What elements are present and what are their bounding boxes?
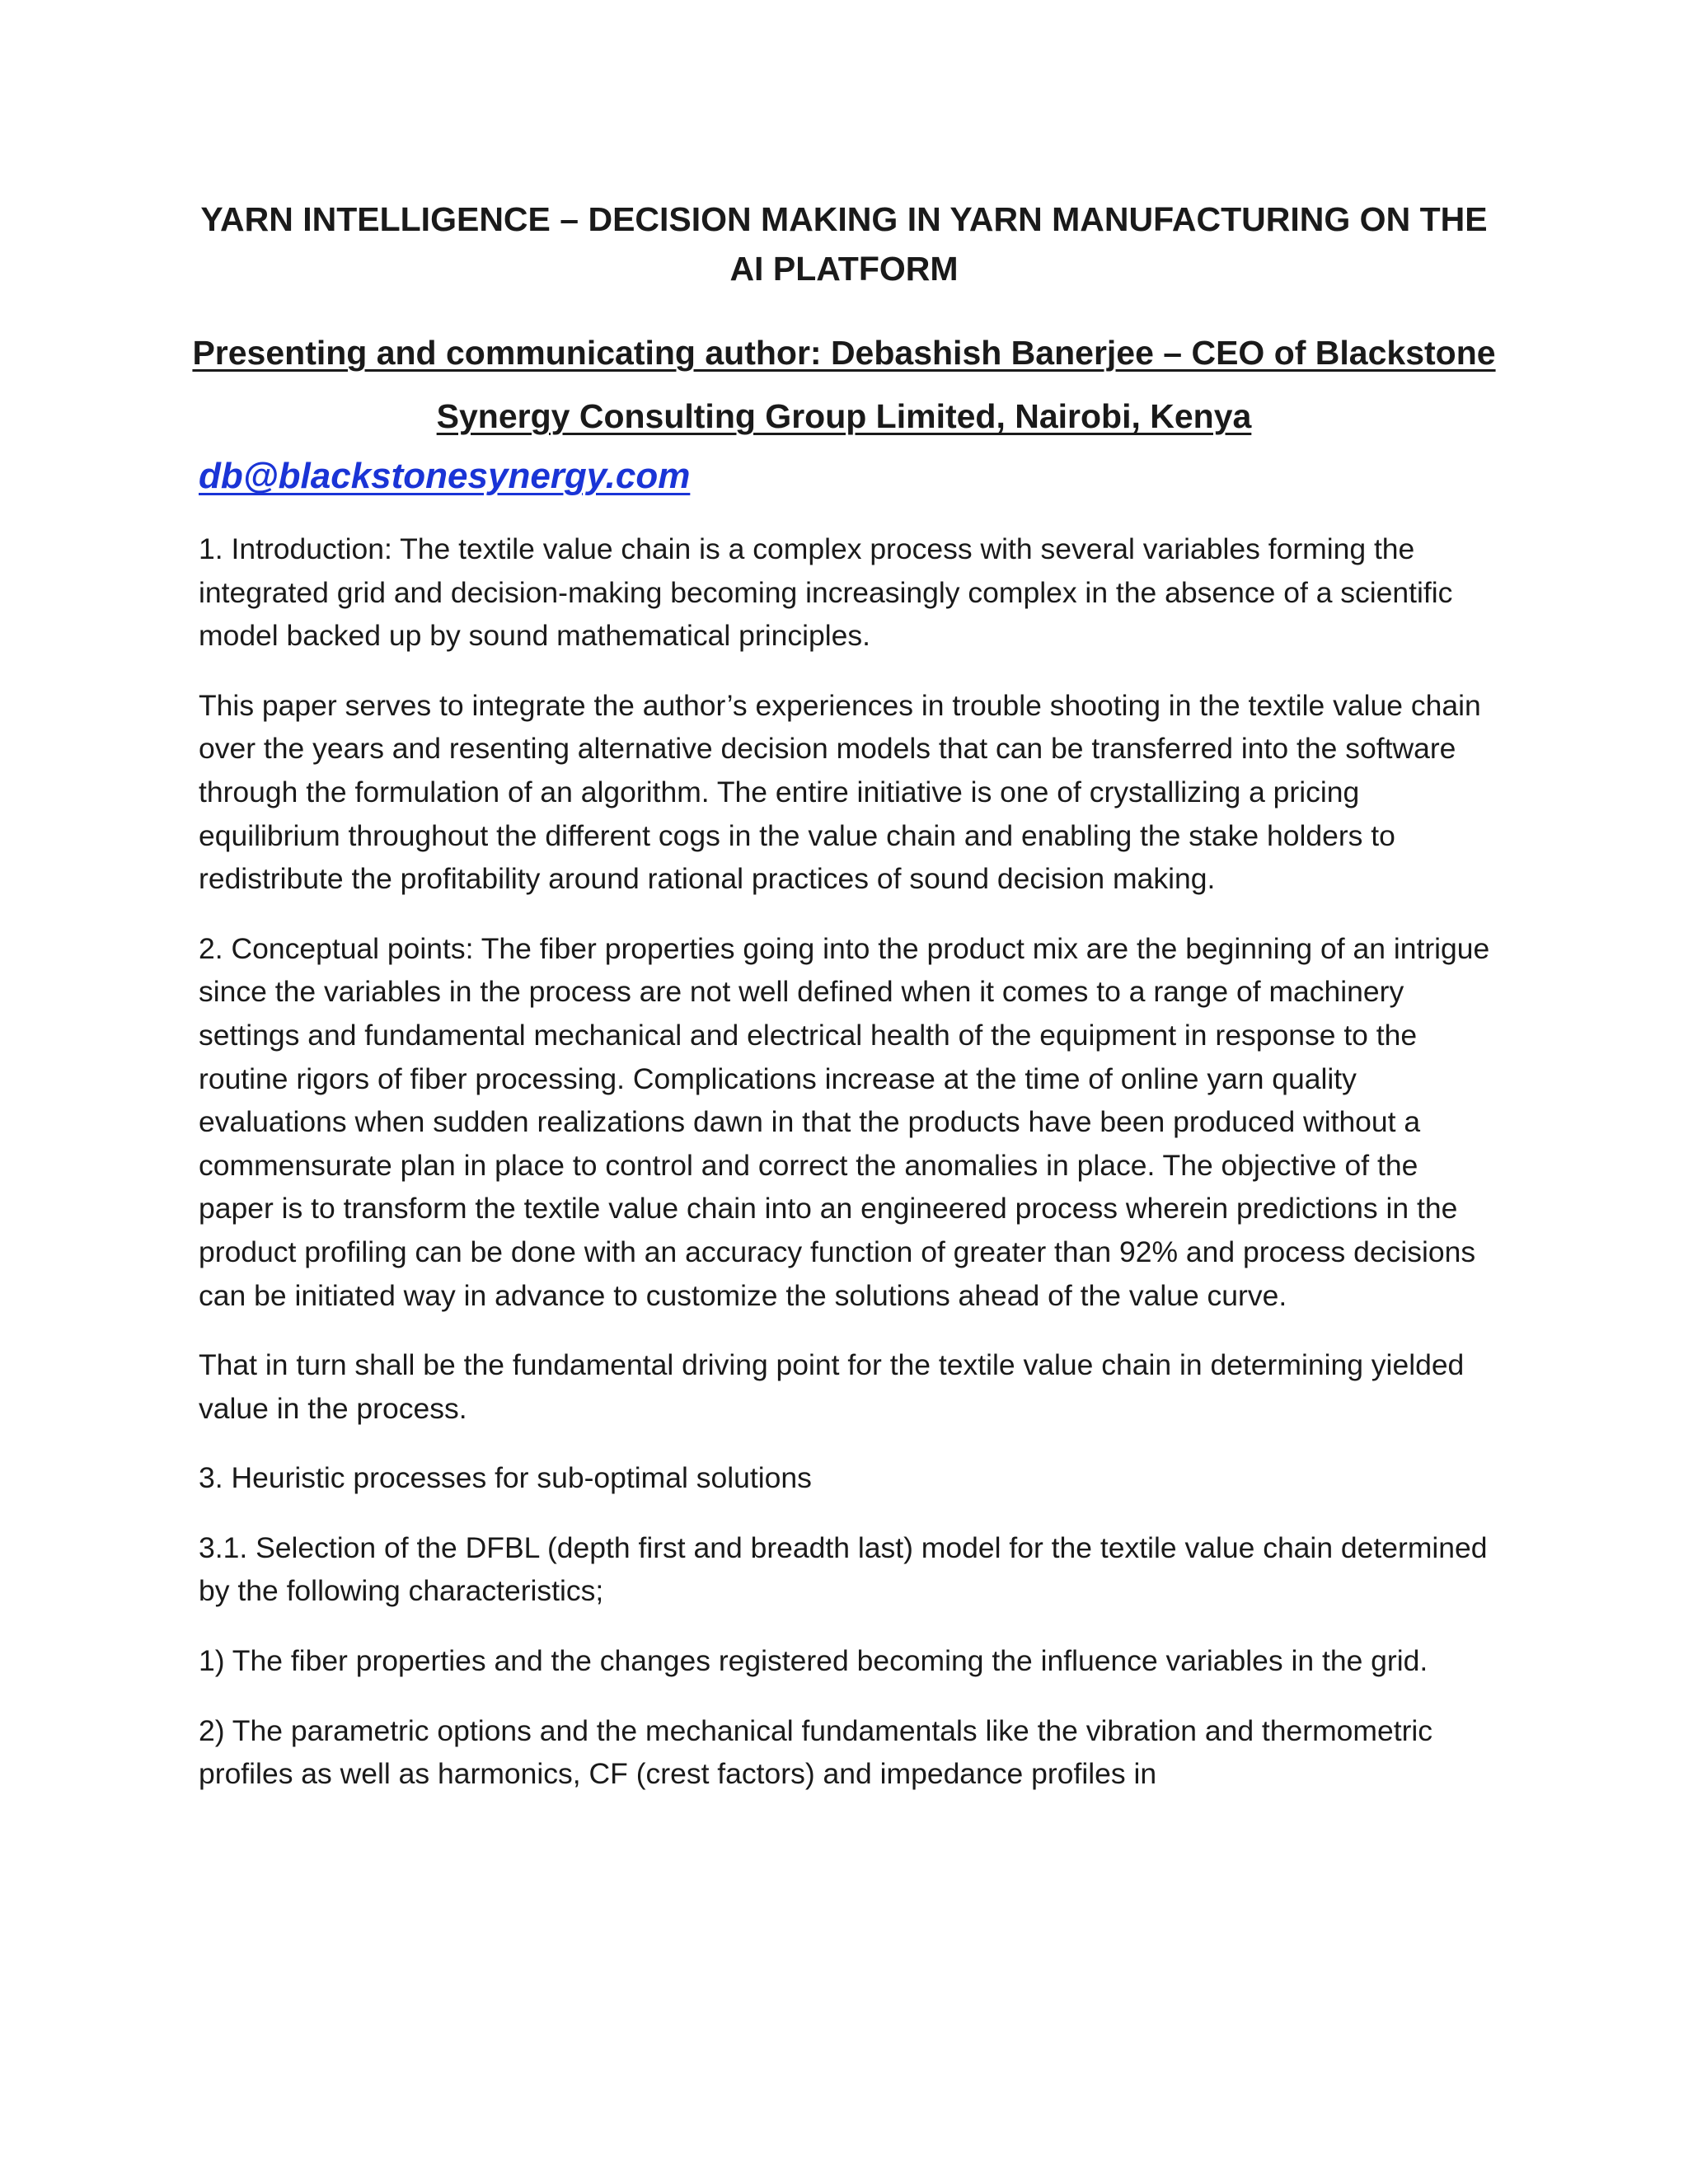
paper-title: YARN INTELLIGENCE – DECISION MAKING IN YARN MANUFACTURING ON THE AI PLATFORM: [200, 200, 1488, 288]
paragraph-driving-point: That in turn shall be the fundamental driving point for the textile value chain in determining yielded value in the process.: [199, 1348, 1465, 1425]
author-line: Presenting and communicating author: Debashish Banerjee – CEO of Blackstone Synergy Consulting Group Limited, Nairobi, Kenya: [192, 334, 1496, 435]
paragraph-introduction: 1. Introduction: The textile value chain is a complex process with several variables forming the integrated grid and decision-making becoming increasingly complex in the absence of a scientific model backed up by sound mathematical principles.: [199, 532, 1453, 653]
paragraph-purpose: This paper serves to integrate the author’s experiences in trouble shooting in the textile value chain over the years and resenting alternative decision models that can be transferred into the software through the formulation of an algorithm. The entire initiative is one of crystallizing a pricing equilibrium throughout the different cogs in the value chain and enabling the stake holders to redistribute the profitability around rational practices of sound decision making.: [199, 688, 1481, 896]
subsection-dfbl: 3.1. Selection of the DFBL (depth first and breadth last) model for the textile value chain determined by the following characteristics;: [199, 1530, 1488, 1608]
list-item-1: 1) The fiber properties and the changes registered becoming the influence variables in the grid.: [199, 1644, 1428, 1678]
author-email-link[interactable]: db@blackstonesynergy.com: [199, 456, 691, 496]
list-item-2: 2) The parametric options and the mechanical fundamentals like the vibration and thermometric profiles as well as harmonics, CF (crest factors) and impedance profiles in: [199, 1713, 1433, 1791]
paragraph-conceptual-points: 2. Conceptual points: The fiber properties going into the product mix are the beginning of an intrigue since the variables in the process are not well defined when it comes to a range of machinery settings and fundamental mechanical and electrical health of the equipment in response to the routine rigors of fiber processing. Complications increase at the time of online yarn quality evaluations when sudden realizations dawn in that the products have been produced without a commensurate plan in place to control and correct the anomalies in place. The objective of the paper is to transform the textile value chain into an engineered process wherein predictions in the product profiling can be done with an accuracy function of greater than 92% and process decisions can be initiated way in advance to customize the solutions ahead of the value curve.: [199, 931, 1490, 1312]
paper-body: [199, 527, 1493, 1822]
section-heading-heuristic: 3. Heuristic processes for sub-optimal solutions: [199, 1461, 812, 1495]
